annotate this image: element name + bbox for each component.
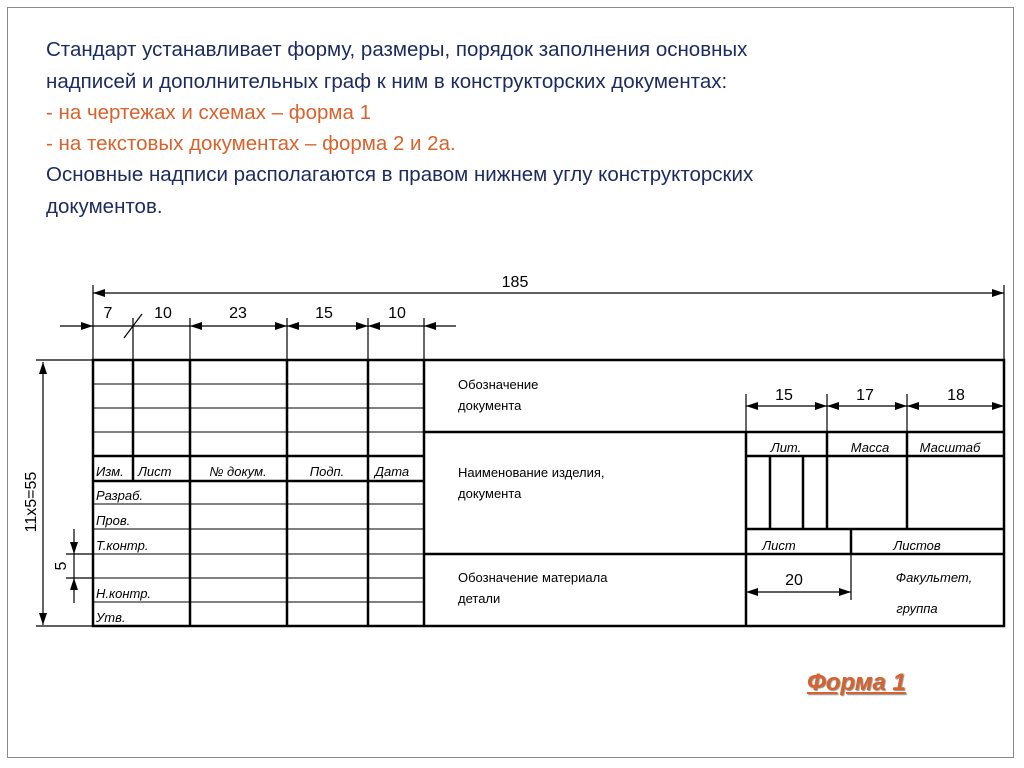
- intro-line-3: Основные надписи располагаются в правом нижнем углу конструкторских: [46, 163, 754, 186]
- field-lit: Лит.: [770, 440, 802, 455]
- row-prov: Пров.: [96, 513, 131, 528]
- dim-col-4: 15: [315, 305, 333, 322]
- dim-lit-col: 15: [775, 387, 793, 404]
- header-podp: Подп.: [309, 464, 345, 479]
- dim-row-height: 5: [53, 561, 70, 571]
- dim-col-2: 10: [154, 305, 172, 322]
- dim-height-total: 11х5=55: [23, 471, 40, 533]
- dim-mass-col: 17: [856, 387, 874, 404]
- field-material-line-2: детали: [458, 591, 501, 606]
- dim-sheet-col: 20: [785, 572, 803, 589]
- header-dokum: № докум.: [209, 464, 267, 479]
- field-masshtab: Масштаб: [919, 440, 981, 455]
- intro-line-1: Стандарт устанавливает форму, размеры, порядок заполнения основных: [46, 38, 748, 61]
- row-tkontr: Т.контр.: [96, 538, 149, 553]
- field-material-line-1: Обозначение материала: [458, 570, 608, 585]
- header-izm: Изм.: [96, 464, 124, 479]
- field-designation-line-1: Обозначение: [458, 377, 539, 392]
- dim-col-5: 10: [388, 305, 406, 322]
- header-data: Дата: [374, 464, 410, 479]
- field-group: группа: [896, 601, 938, 616]
- field-name-line-2: документа: [458, 486, 522, 501]
- intro-line-4: документов.: [46, 195, 163, 218]
- dim-total-label: 185: [501, 274, 529, 291]
- header-list: Лист: [138, 464, 172, 479]
- field-sheet: Лист: [762, 538, 796, 553]
- list-item-drawings: - на чертежах и схемах – форма 1: [46, 101, 371, 124]
- form-caption: Форма 1: [807, 669, 906, 696]
- field-designation-line-2: документа: [458, 398, 522, 413]
- intro-line-2: надписей и дополнительных граф к ним в конструкторских документах:: [46, 70, 728, 93]
- field-sheets: Листов: [893, 538, 941, 553]
- row-utv: Утв.: [96, 610, 126, 625]
- dim-scale-col: 18: [947, 387, 965, 404]
- row-razrab: Разраб.: [96, 488, 144, 503]
- dim-col-3: 23: [229, 305, 247, 322]
- field-faculty: Факультет,: [895, 570, 973, 585]
- list-item-text-documents: - на текстовых документах – форма 2 и 2а.: [46, 132, 456, 155]
- dim-col-1: 7: [103, 305, 113, 322]
- field-massa: Масса: [850, 440, 890, 455]
- field-name-line-1: Наименование изделия,: [458, 465, 605, 480]
- row-nkontr: Н.контр.: [96, 586, 152, 601]
